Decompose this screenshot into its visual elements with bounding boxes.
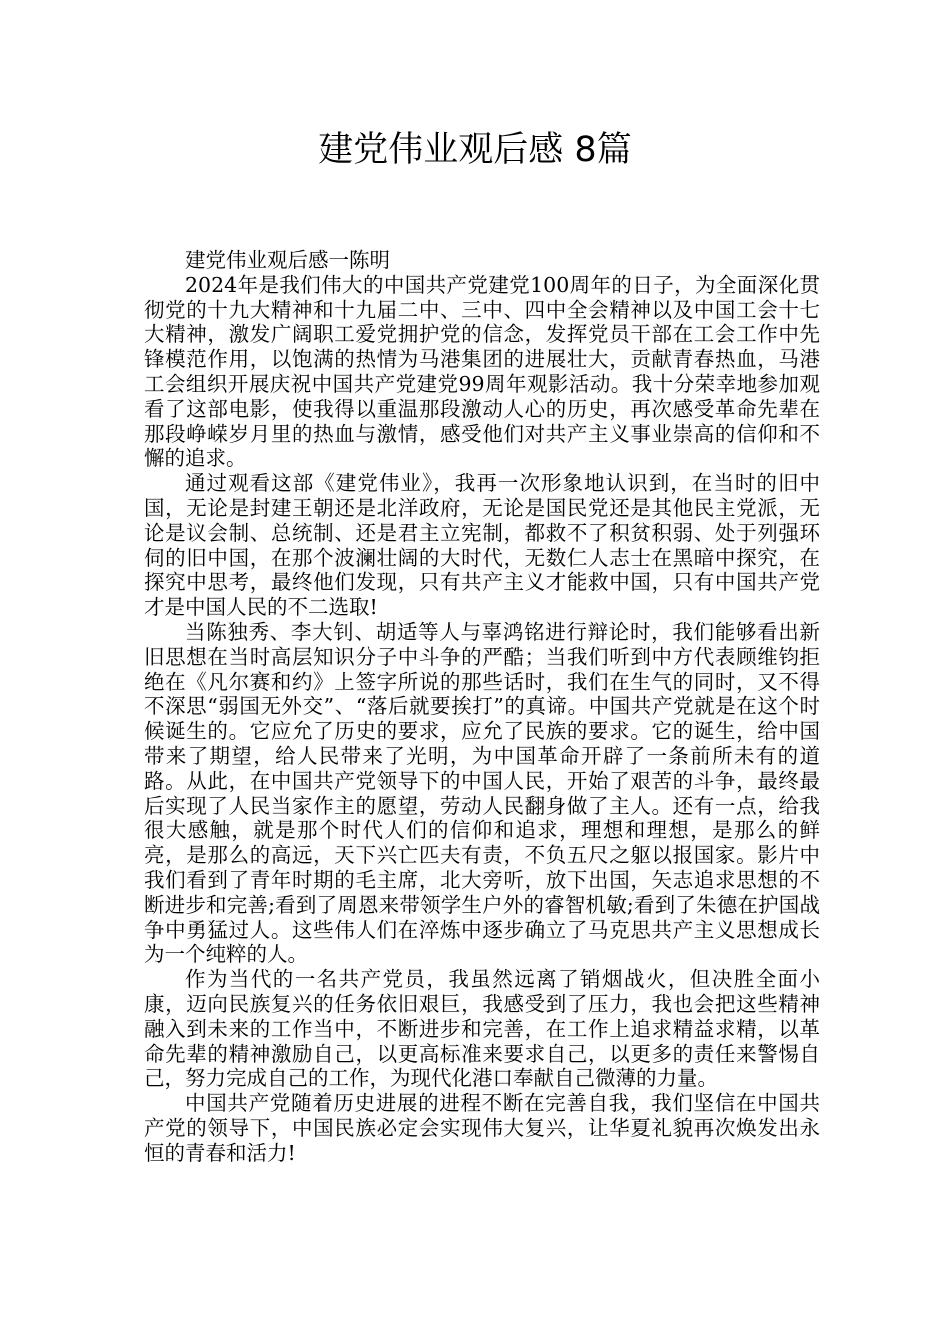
paragraph-4: 作为当代的一名共产党员，我虽然远离了销烟战火，但决胜全面小康，迈向民族复兴的任务依旧艰巨，我感受到了压力，我也会把这些精神融入到未来的工作当中，不断进步和完善，在工作上追求精益求精，以革命先辈的精神激励自己，以更高标准来要求自己，以更多的责任来警惕自己，努力完成自己的工作，为现代化港口奉献自己微薄的力量。 [144, 967, 820, 1091]
paragraph-2: 通过观看这部《建党伟业》，我再一次形象地认识到，在当时的旧中国，无论是封建王朝还是北洋政府，无论是国民党还是其他民主党派，无论是议会制、总统制、还是君主立宪制，都救不了积贫积弱、处于列强环伺的旧中国，在那个波澜壮阔的大时代，无数仁人志士在黑暗中探究，在探究中思考，最终他们发现，只有共产主义才能救中国，只有中国共产党才是中国人民的不二选取! [144, 471, 820, 620]
paragraph-3: 当陈独秀、李大钊、胡适等人与辜鸿铭进行辩论时，我们能够看出新旧思想在当时高层知识分子中斗争的严酷；当我们听到中方代表顾维钧拒绝在《凡尔赛和约》上签字所说的那些话时，我们在生气的同时，又不得不深思“弱国无外交”、“落后就要挨打”的真谛。中国共产党就是在这个时候诞生的。它应允了历史的要求，应允了民族的要求。它的诞生，给中国带来了期望，给人民带来了光明，为中国革命开辟了一条前所未有的道路。从此，在中国共产党领导下的中国人民，开始了艰苦的斗争，最终最后实现了人民当家作主的愿望，劳动人民翻身做了主人。还有一点，给我很大感触，就是那个时代人们的信仰和追求，理想和理想，是那么的鲜亮，是那么的高远，天下兴亡匹夫有责，不负五尺之躯以报国家。影片中我们看到了青年时期的毛主席，北大旁听，放下出国，矢志追求思想的不断进步和完善;看到了周恩来带领学生户外的睿智机敏;看到了朱德在护国战争中勇猛过人。这些伟人们在淬炼中逐步确立了马克思共产主义思想成长为一个纯粹的人。 [144, 619, 820, 967]
document-title: 建党伟业观后感 8篇 [318, 130, 632, 170]
paragraph-1: 2024年是我们伟大的中国共产党建党100周年的日子，为全面深化贯彻党的十九大精神和十九届二中、三中、四中全会精神以及中国工会十七大精神，激发广阔职工爱党拥护党的信念，发挥党员干部在工会工作中先锋模范作用，以饱满的热情为马港集团的进展壮大，贡献青春热血，马港工会组织开展庆祝中国共产党建党99周年观影活动。我十分荣幸地参加观看了这部电影，使我得以重温那段激动人心的历史，再次感受革命先辈在那段峥嵘岁月里的热血与激情，感受他们对共产主义事业崇高的信仰和不懈的追求。 [144, 272, 820, 471]
paragraph-5: 中国共产党随着历史进展的进程不断在完善自我，我们坚信在中国共产党的领导下，中国民族必定会实现伟大复兴，让华夏礼貌再次焕发出永恒的青春和活力! [144, 1091, 820, 1165]
section-heading: 建党伟业观后感一陈明 [185, 248, 390, 272]
document-body [144, 248, 820, 1165]
